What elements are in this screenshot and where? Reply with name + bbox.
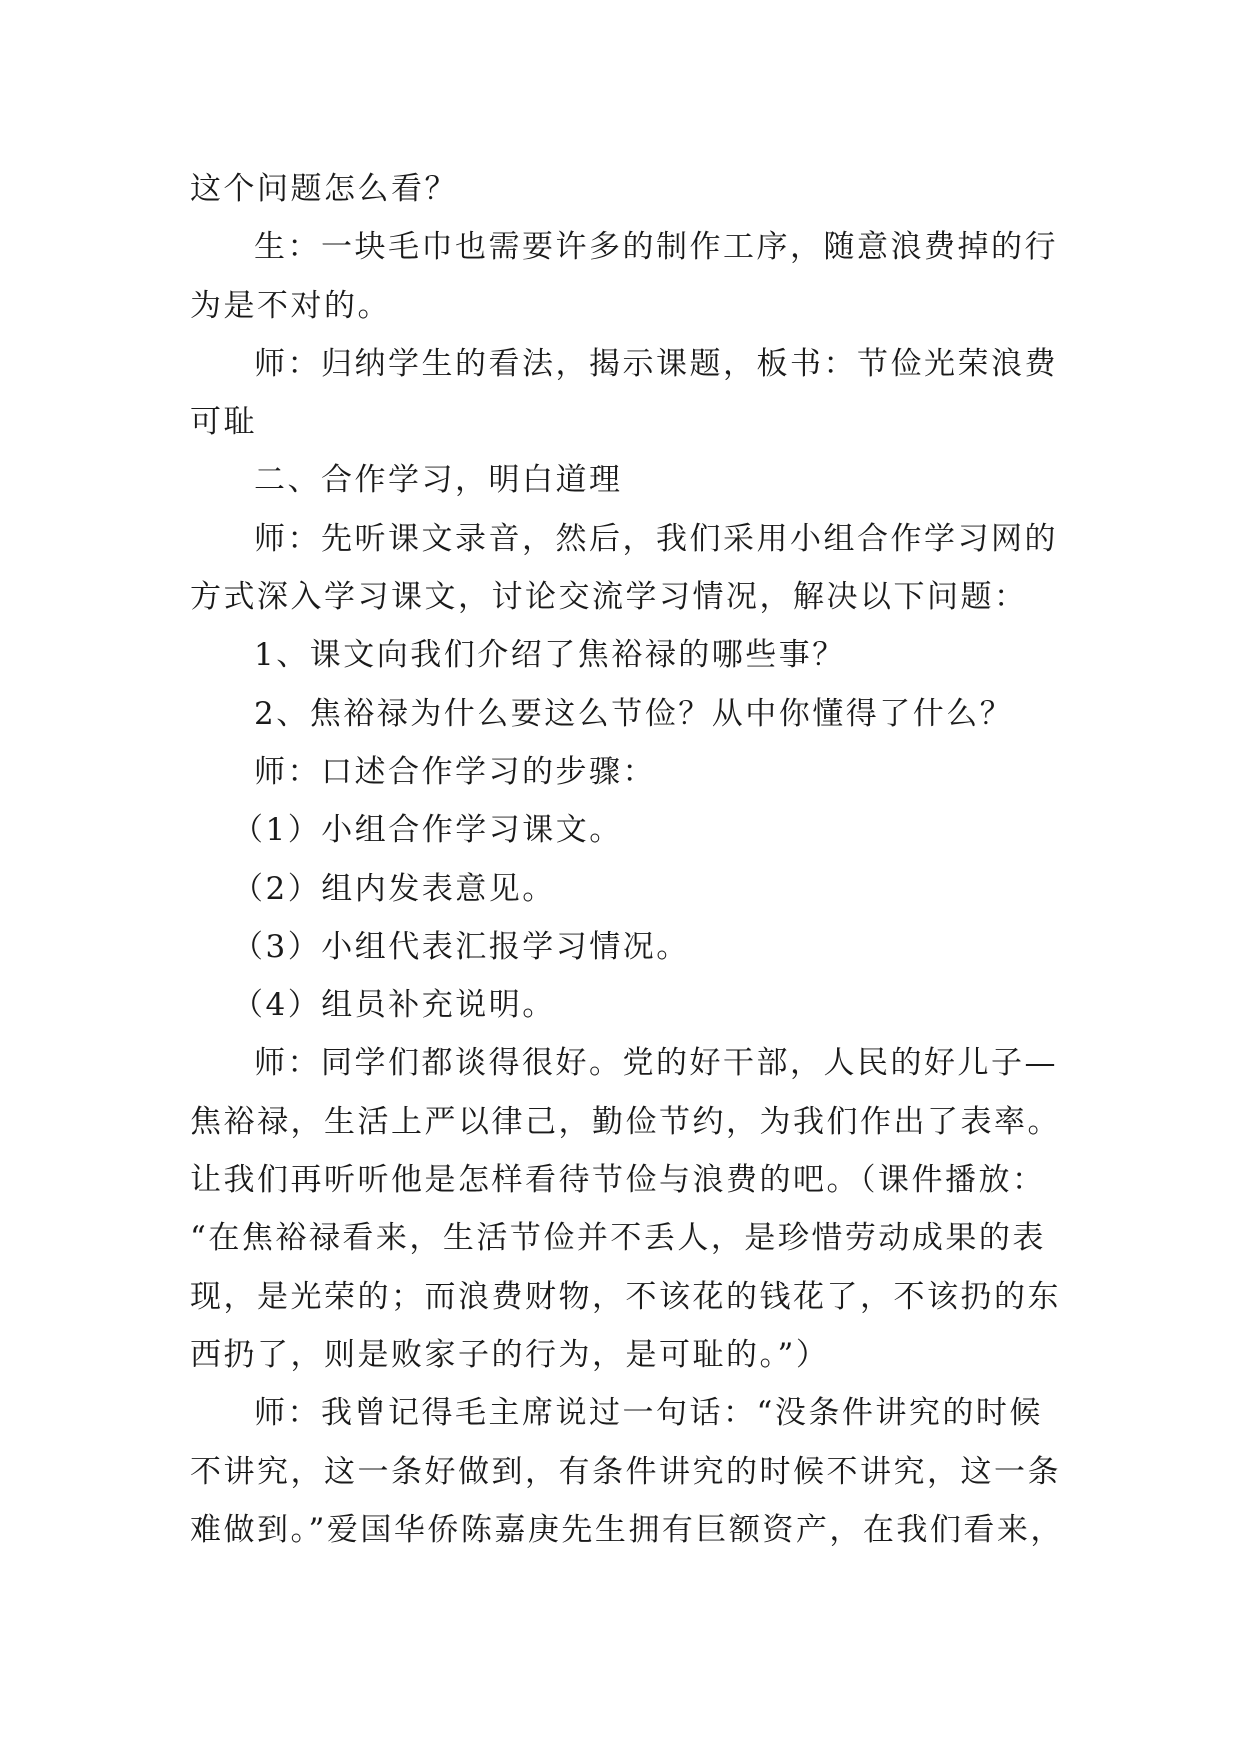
text-line: 现，是光荣的；而浪费财物，不该花的钱花了，不该扔的东 — [190, 1278, 1061, 1315]
text-line: 不讲究，这一条好做到，有条件讲究的时候不讲究，这一条 — [190, 1453, 1061, 1490]
text-line: 师：先听课文录音，然后，我们采用小组合作学习网的 — [254, 520, 1058, 557]
text-line: 焦裕禄，生活上严以律己，勤俭节约，为我们作出了表率。 — [190, 1103, 1061, 1140]
text-line: 这个问题怎么看？ — [190, 171, 458, 207]
text-line: 可耻 — [190, 404, 257, 441]
text-line: 师：口述合作学习的步骤： — [254, 753, 656, 790]
text-line: 生：一块毛巾也需要许多的制作工序，随意浪费掉的行 — [254, 229, 1058, 266]
step-item: （1）小组合作学习课文。 — [232, 812, 623, 849]
text-line: 西扔了，则是败家子的行为，是可耻的。”） — [190, 1336, 830, 1373]
step-item: （3）小组代表汇报学习情况。 — [232, 928, 690, 965]
step-item: （2）组内发表意见。 — [232, 870, 556, 907]
text-line: 师：我曾记得毛主席说过一句话：“没条件讲究的时候 — [254, 1395, 1043, 1432]
question-item: 1、课文向我们介绍了焦裕禄的哪些事？ — [254, 637, 846, 674]
text-line: 为是不对的。 — [190, 287, 391, 324]
text-line: 让我们再听听他是怎样看待节俭与浪费的吧。（课件播放： — [190, 1162, 1046, 1199]
step-item: （4）组员补充说明。 — [232, 987, 556, 1024]
text-line: “在焦裕禄看来，生活节俭并不丢人，是珍惜劳动成果的表 — [190, 1220, 1046, 1257]
text-line: 方式深入学习课文，讨论交流学习情况，解决以下问题： — [190, 579, 1028, 616]
text-line: 师：同学们都谈得很好。党的好干部，人民的好儿子— — [254, 1045, 1058, 1082]
document-page — [190, 160, 1070, 1559]
section-heading: 二、合作学习，明白道理 — [254, 462, 623, 499]
question-item: 2、焦裕禄为什么要这么节俭？从中你懂得了什么？ — [254, 695, 1014, 732]
text-line: 师：归纳学生的看法，揭示课题，板书：节俭光荣浪费 — [254, 345, 1058, 382]
text-line: 难做到。”爱国华侨陈嘉庚先生拥有巨额资产，在我们看来， — [190, 1511, 1064, 1548]
